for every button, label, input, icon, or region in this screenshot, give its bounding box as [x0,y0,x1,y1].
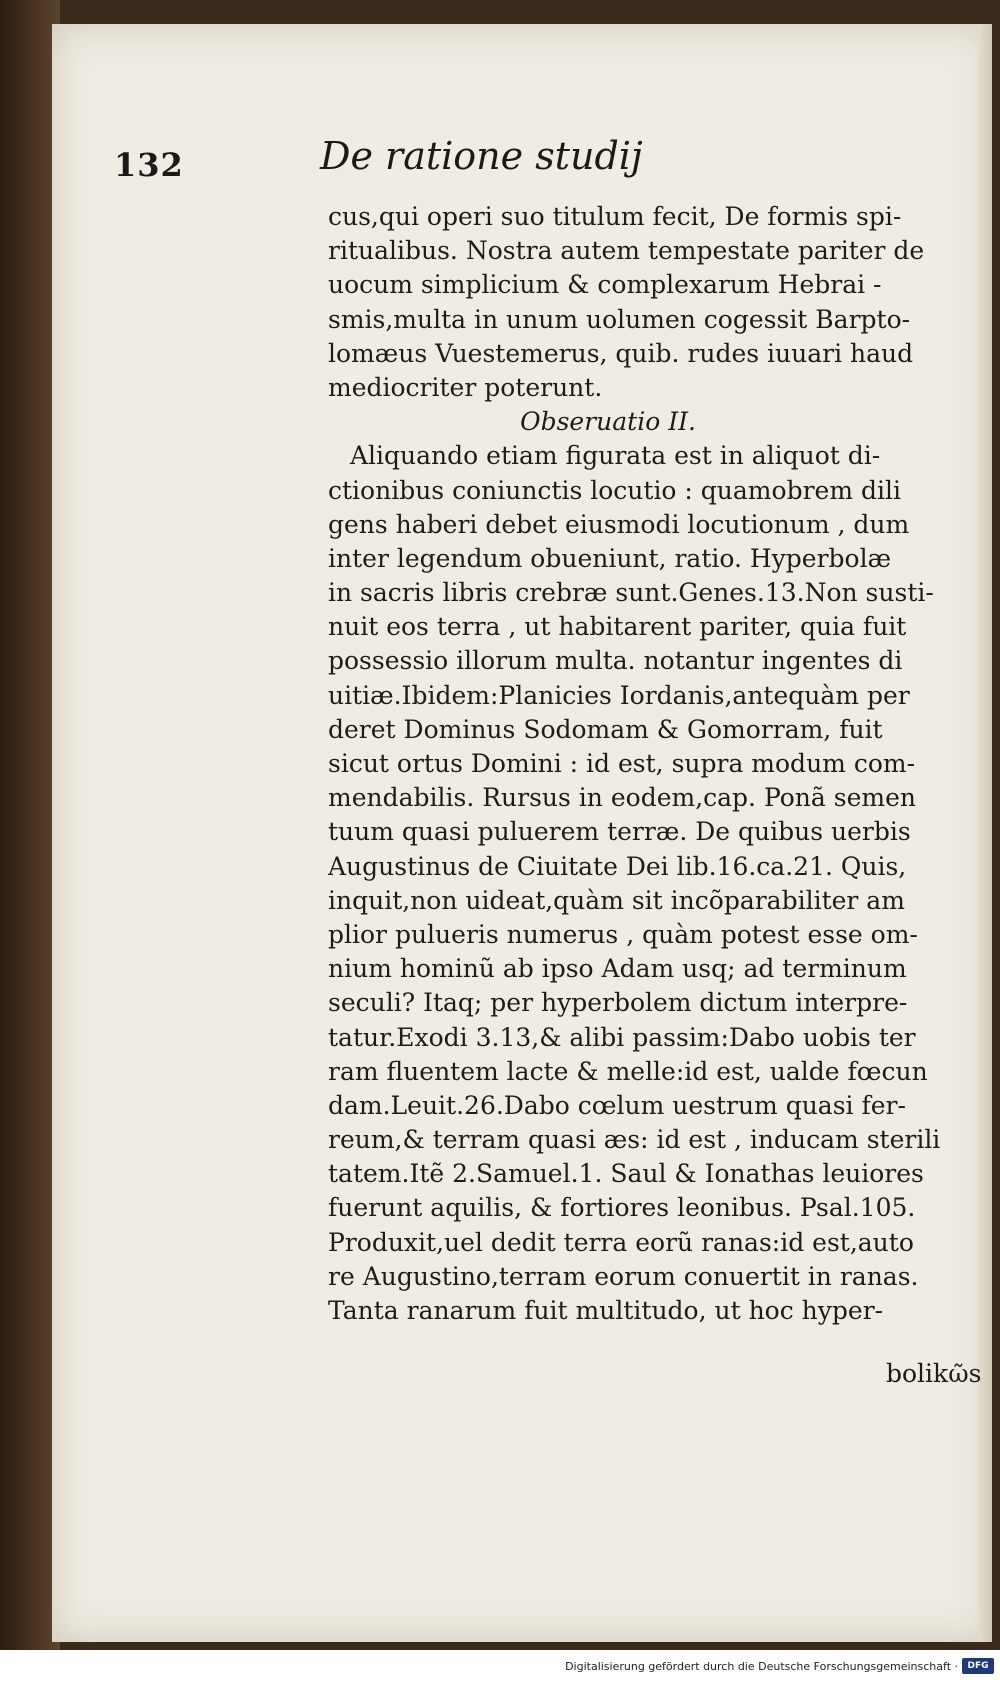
dfg-logo: DFG [962,1658,994,1674]
text-line: Augustinus de Ciuitate Dei lib.16.ca.21. Quis, [328,851,907,881]
text-line: reum,& terram quasi æs: id est , inducam sterili [328,1125,941,1155]
book-spine-edge [0,0,60,1650]
funding-credit: Digitalisierung gefördert durch die Deutsche Forschungsgemeinschaft · [565,1660,958,1673]
page-header [114,132,794,192]
text-line: ritualibus. Nostra autem tempestate pariter de [328,236,925,266]
text-line: tatur.Exodi 3.13,& alibi passim:Dabo uobis ter [328,1022,916,1052]
page-number: 132 [114,146,184,184]
text-line: Tanta ranarum fuit multitudo, ut hoc hyper- [328,1296,884,1325]
text-line: Produxit,uel dedit terra eorũ ranas:id est,auto [328,1227,914,1257]
text-line: possessio illorum multa. notantur ingentes di [328,646,903,676]
text-line: nium hominũ ab ipso Adam usq; ad terminum [328,954,907,984]
text-line: inter legendum obueniunt, ratio. Hyperbolæ [328,543,892,573]
text-line: in sacris libris crebræ sunt.Genes.13.Non susti- [328,578,934,608]
text-line: deret Dominus Sodomam & Gomorram, fuit [328,714,883,744]
text-line: nuit eos terra , ut habitarent pariter, quia fuit [328,612,907,642]
footer-bar [0,1650,1000,1684]
text-line: gens haberi debet eiusmodi locutionum , dum [328,509,910,539]
text-line: dam.Leuit.26.Dabo cœlum uestrum quasi fer- [328,1090,906,1120]
text-line: uitiæ.Ibidem:Planicies Iordanis,antequàm per [328,680,910,710]
text-line: re Augustino,terram eorum conuertit in ranas. [328,1261,919,1291]
text-line: plior pulueris numerus , quàm potest esse om- [328,919,918,949]
text-line: mendabilis. Rursus in eodem,cap. Ponã semen [328,783,916,813]
text-line: lomæus Vuestemerus, quib. rudes iuuari haud [328,338,914,368]
running-head: De ratione studij [320,134,643,178]
text-line: seculi? Itaq; per hyperbolem dictum interpre- [328,988,908,1018]
text-line: ctionibus coniunctis locutio : quamobrem dili [328,475,901,505]
text-line: ram fluentem lacte & melle:id est, ualde fœcun [328,1056,928,1086]
text-line: tuum quasi puluerem terræ. De quibus uerbis [328,817,911,847]
text-line: uocum simplicium & complexarum Hebrai - [328,270,882,300]
section-heading: Obseruatio II. [520,407,696,437]
body-text [328,200,948,1328]
text-line: smis,multa in unum uolumen cogessit Barpto- [328,304,911,334]
page-edge [978,24,992,1642]
text-line: tatem.Itẽ 2.Samuel.1. Saul & Ionathas leuiores [328,1159,924,1189]
text-line: fuerunt aquilis, & fortiores leonibus. Psal.105. [328,1193,916,1223]
text-line: Aliquando etiam figurata est in aliquot di- [350,441,881,471]
text-line: mediocriter poterunt. [328,372,603,402]
text-line: inquit,non uideat,quàm sit incõparabiliter am [328,885,905,915]
book-page [52,24,992,1642]
text-line: sicut ortus Domini : id est, supra modum com- [328,749,916,778]
text-line: cus,qui operi suo titulum fecit, De formis spi- [328,202,902,231]
catchword: bolikῶs [886,1359,982,1388]
